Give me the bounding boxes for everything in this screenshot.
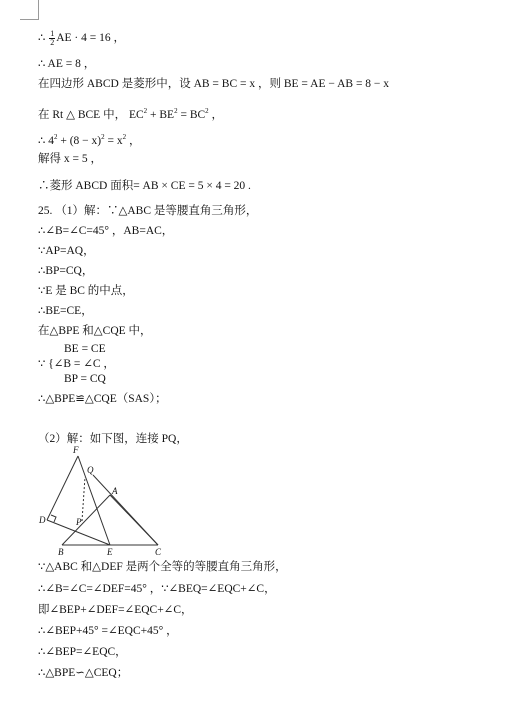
equation-line-4: 在 Rt △ BCE 中， $EC^2 + BE^2 = BC^2$ ， (38, 107, 224, 121)
page-corner-mark (0, 0, 39, 20)
label-C: C (155, 547, 162, 557)
proof-conclusion: ∴△BPE∽△CEQ； (38, 667, 129, 679)
proof-line: 在△BPE 和△CQE 中， (38, 325, 152, 337)
text-line-3: 在四边形 ABCD 是菱形中，设 AB = BC = x ，则 BE = AE − AB = 8 − x (38, 78, 390, 90)
proof-line: ∵E 是 BC 的中点， (38, 285, 134, 297)
proof-line: ∴∠B=∠C=∠DEF=45° ，∵∠BEQ=∠EQC+∠C， (38, 583, 276, 595)
segment-BA (62, 495, 110, 545)
proof-line: ∴∠BEP=∠EQC， (38, 646, 127, 658)
label-E: E (107, 547, 113, 557)
label-P: P (76, 517, 82, 527)
proof-line: ∵△ABC 和△DEF 是两个全等的等腰直角三角形， (38, 561, 287, 573)
equation-line-7: ∴菱形 ABCD 面积= AB × CE = 5 × 4 = 20 . (38, 180, 251, 192)
label-A: A (112, 486, 118, 496)
proof-line: ∴BE=CE， (38, 305, 93, 317)
label-D: D (39, 515, 46, 525)
problem-25-heading: 25. （1）解：∵△ABC 是等腰直角三角形， (38, 205, 258, 217)
geometry-diagram (38, 444, 178, 559)
equation-line-1: ∴ $\frac{1}{2}$ AE · 4 = 16 ， (38, 29, 125, 47)
segment-DF (47, 456, 78, 520)
proof-line: ∵AP=AQ， (38, 245, 95, 257)
label-B: B (58, 547, 64, 557)
equation-line-6: 解得 x = 5 ， (38, 153, 102, 165)
right-angle-mark (51, 515, 56, 522)
segment-QC (93, 475, 158, 545)
system-line-2: ∵ {∠B = ∠C ， (38, 358, 115, 370)
segment-PQ (82, 477, 85, 521)
proof-line: ∴BP=CQ， (38, 265, 94, 277)
proof-line: 即∠BEP+∠DEF=∠EQC+∠C， (38, 604, 193, 616)
label-Q: Q (87, 465, 94, 475)
equation-line-5: ∴ $4^2 + (8 - x)^2 = x^2$ ， (38, 133, 141, 147)
proof-conclusion: ∴△BPE≌△CQE（SAS）； (38, 393, 167, 405)
label-F: F (73, 445, 79, 455)
proof-line: ∴∠BEP+45° =∠EQC+45° ， (38, 625, 178, 637)
system-line-3: BP = CQ (64, 373, 106, 385)
system-line-1: BE = CE (64, 343, 106, 355)
equation-line-2: ∴ AE = 8 ， (38, 58, 96, 70)
part-2-heading: （2）解：如下图，连接 PQ， (38, 433, 188, 445)
proof-line: ∴∠B=∠C=45° ，AB=AC， (38, 225, 174, 237)
fraction-one-half: $\frac{1}{2}$ (50, 29, 55, 47)
